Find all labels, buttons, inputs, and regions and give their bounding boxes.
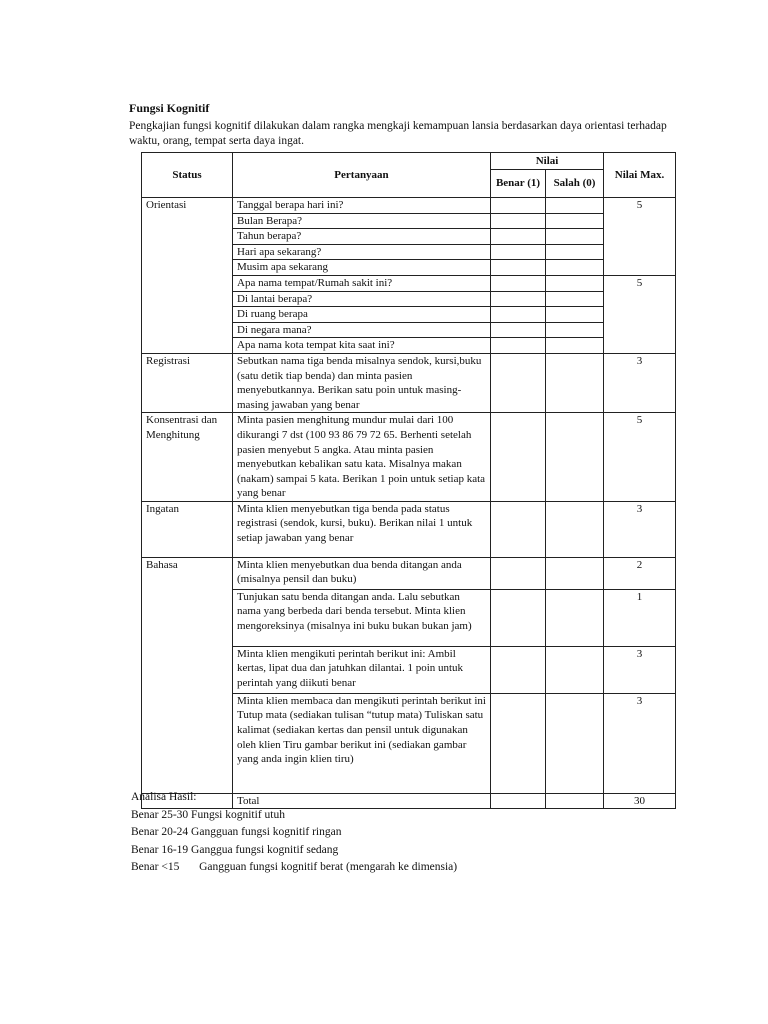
section-title: Fungsi Kognitif bbox=[129, 101, 210, 115]
analysis-row bbox=[131, 859, 457, 877]
max-score-cell: 3 bbox=[604, 501, 676, 557]
status-bahasa: Bahasa bbox=[142, 557, 233, 793]
benar-cell[interactable] bbox=[491, 646, 546, 693]
intro-paragraph: Pengkajian fungsi kognitif dilakukan dalam rangka mengkaji kemampuan lansia berdasarkan daya orientasi terhadap waktu, orang, tempat serta daya ingat. bbox=[129, 120, 667, 147]
question-cell: Minta klien mengikuti perintah berikut ini: Ambil kertas, lipat dua dan jatuhkan dilantai. 1 poin untuk perintah yang diikuti benar bbox=[233, 646, 491, 693]
status-registrasi: Registrasi bbox=[142, 353, 233, 412]
question-cell: Di negara mana? bbox=[233, 322, 491, 338]
benar-cell[interactable] bbox=[491, 244, 546, 260]
benar-cell[interactable] bbox=[491, 693, 546, 793]
salah-cell[interactable] bbox=[546, 413, 604, 502]
salah-cell[interactable] bbox=[546, 353, 604, 412]
analysis-row bbox=[131, 824, 457, 842]
analysis-row bbox=[131, 842, 457, 860]
salah-cell[interactable] bbox=[546, 589, 604, 646]
question-cell: Sebutkan nama tiga benda misalnya sendok, kursi,buku (satu detik tiap benda) dan minta pasien menyebutkannya. Berikan satu poin untuk masing-masing jawaban yang benar bbox=[233, 353, 491, 412]
question-cell: Tanggal berapa hari ini? bbox=[233, 198, 491, 214]
status-ingatan: Ingatan bbox=[142, 501, 233, 557]
max-score-cell: 3 bbox=[604, 646, 676, 693]
analysis-result: Ganggua fungsi kognitif sedang bbox=[191, 843, 339, 856]
question-cell: Di ruang berapa bbox=[233, 307, 491, 323]
status-konsentrasi: Konsentrasi dan Menghitung bbox=[142, 413, 233, 502]
benar-cell[interactable] bbox=[491, 229, 546, 245]
question-cell: Apa nama tempat/Rumah sakit ini? bbox=[233, 275, 491, 291]
analysis-row bbox=[131, 807, 457, 825]
max-score-cell: 5 bbox=[604, 198, 676, 276]
salah-cell[interactable] bbox=[546, 646, 604, 693]
analysis-range: Benar 20-24 bbox=[131, 826, 189, 838]
salah-cell[interactable] bbox=[546, 307, 604, 323]
header-nilai-max: Nilai Max. bbox=[604, 153, 676, 198]
benar-cell[interactable] bbox=[491, 338, 546, 354]
benar-cell[interactable] bbox=[491, 589, 546, 646]
max-score-cell: 5 bbox=[604, 275, 676, 353]
max-score-cell: 5 bbox=[604, 413, 676, 502]
question-cell: Tahun berapa? bbox=[233, 229, 491, 245]
question-cell: Bulan Berapa? bbox=[233, 213, 491, 229]
benar-cell[interactable] bbox=[491, 322, 546, 338]
salah-cell[interactable] bbox=[546, 322, 604, 338]
question-cell: Musim apa sekarang bbox=[233, 260, 491, 276]
cognitive-assessment-table bbox=[141, 152, 676, 809]
benar-cell[interactable] bbox=[491, 198, 546, 214]
question-cell: Minta pasien menghitung mundur mulai dari 100 dikurangi 7 dst (100 93 86 79 72 65. Berhenti setelah pasien menyebut 5 angka. Atau minta pasien menyebutkan kebalikan satu kata. Misalnya makan (nakam) sampai 5 kata. Berikan 1 poin untuk setiap kata yang benar bbox=[233, 413, 491, 502]
header-nilai: Nilai bbox=[491, 153, 604, 170]
salah-cell[interactable] bbox=[546, 213, 604, 229]
salah-cell[interactable] bbox=[546, 275, 604, 291]
salah-cell[interactable] bbox=[546, 557, 604, 589]
salah-cell[interactable] bbox=[546, 229, 604, 245]
benar-cell[interactable] bbox=[491, 213, 546, 229]
salah-cell[interactable] bbox=[546, 198, 604, 214]
benar-cell[interactable] bbox=[491, 291, 546, 307]
header-status: Status bbox=[142, 153, 233, 198]
salah-cell[interactable] bbox=[546, 693, 604, 793]
salah-cell[interactable] bbox=[546, 244, 604, 260]
max-score-cell: 3 bbox=[604, 353, 676, 412]
benar-cell[interactable] bbox=[491, 413, 546, 502]
benar-cell[interactable] bbox=[491, 501, 546, 557]
salah-cell[interactable] bbox=[546, 338, 604, 354]
analysis-range: Benar 16-19 bbox=[131, 843, 189, 856]
status-orientasi: Orientasi bbox=[142, 198, 233, 354]
question-cell: Di lantai berapa? bbox=[233, 291, 491, 307]
total-benar-cell[interactable] bbox=[491, 793, 546, 809]
header-benar: Benar (1) bbox=[491, 170, 546, 198]
question-cell: Hari apa sekarang? bbox=[233, 244, 491, 260]
question-cell: Minta klien membaca dan mengikuti perintah berikut ini Tutup mata (sediakan tulisan “tutup mata) Tuliskan satu kalimat (sediakan kertas dan pensil untuk digunakan oleh klien Tiru gambar berikut ini (sediakan gambar yang anda ingin klien tiru) bbox=[233, 693, 491, 793]
analysis-heading: Analisa Hasil: bbox=[131, 791, 197, 803]
header-pertanyaan: Pertanyaan bbox=[233, 153, 491, 198]
max-score-cell: 2 bbox=[604, 557, 676, 589]
total-value: 30 bbox=[604, 793, 676, 809]
total-label: Total bbox=[233, 793, 491, 809]
header-salah: Salah (0) bbox=[546, 170, 604, 198]
question-cell: Tunjukan satu benda ditangan anda. Lalu sebutkan nama yang berbeda dari benda tersebut. Minta klien mengoreksinya (misalnya ini buku bukan bukan jam) bbox=[233, 589, 491, 646]
analysis-result: Gangguan fungsi kognitif ringan bbox=[191, 826, 342, 838]
max-score-cell: 3 bbox=[604, 693, 676, 793]
benar-cell[interactable] bbox=[491, 307, 546, 323]
benar-cell[interactable] bbox=[491, 260, 546, 276]
max-score-cell: 1 bbox=[604, 589, 676, 646]
analysis-section bbox=[131, 789, 457, 877]
benar-cell[interactable] bbox=[491, 353, 546, 412]
benar-cell[interactable] bbox=[491, 275, 546, 291]
question-cell: Minta klien menyebutkan dua benda ditangan anda (misalnya pensil dan buku) bbox=[233, 557, 491, 589]
benar-cell[interactable] bbox=[491, 557, 546, 589]
salah-cell[interactable] bbox=[546, 260, 604, 276]
analysis-range: Benar 25-30 bbox=[131, 808, 189, 821]
analysis-range: Benar <15 bbox=[131, 861, 180, 873]
question-cell: Minta klien menyebutkan tiga benda pada status registrasi (sendok, kursi, buku). Berikan nilai 1 untuk setiap jawaban yang benar bbox=[233, 501, 491, 557]
salah-cell[interactable] bbox=[546, 501, 604, 557]
question-cell: Apa nama kota tempat kita saat ini? bbox=[233, 338, 491, 354]
salah-cell[interactable] bbox=[546, 291, 604, 307]
analysis-result: Gangguan fungsi kognitif berat (mengarah ke dimensia) bbox=[199, 861, 458, 873]
total-salah-cell[interactable] bbox=[546, 793, 604, 809]
analysis-result: Fungsi kognitif utuh bbox=[191, 808, 285, 821]
